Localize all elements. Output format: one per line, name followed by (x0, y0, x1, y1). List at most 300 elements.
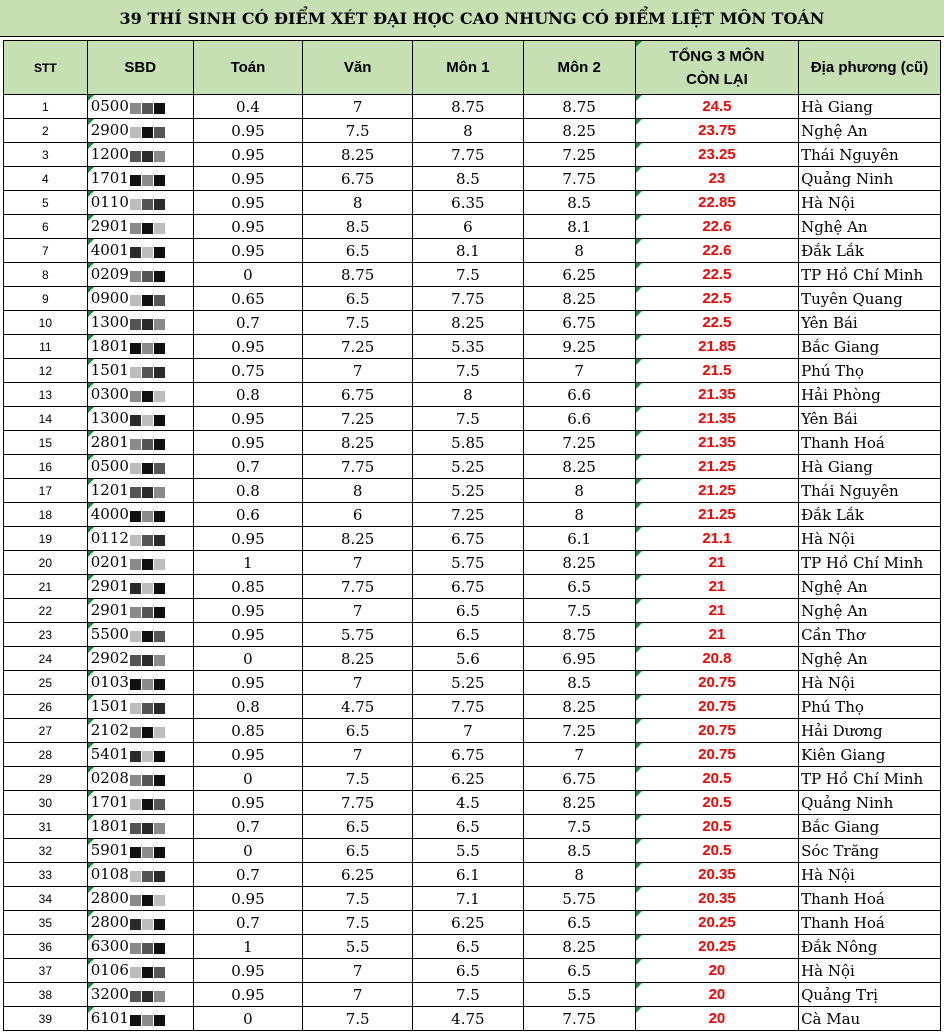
cell-mon2: 7.25 (523, 719, 635, 743)
cell-dia-phuong: Kiên Giang (799, 743, 941, 767)
redaction-block (130, 343, 141, 354)
cell-mon1: 8.1 (413, 239, 523, 263)
cell-mon1: 4.75 (413, 1007, 523, 1031)
cell-stt: 15 (4, 431, 88, 455)
redaction-block (142, 847, 153, 858)
table-row (4, 551, 941, 575)
cell-mon2: 7.75 (523, 1007, 635, 1031)
cell-stt: 28 (4, 743, 88, 767)
redaction-block (142, 871, 153, 882)
cell-toan: 0.95 (193, 143, 302, 167)
cell-sbd (87, 479, 193, 503)
cell-sbd (87, 1007, 193, 1031)
cell-van: 6.5 (303, 719, 413, 743)
cell-tong: 21.85 (635, 335, 798, 359)
cell-stt: 24 (4, 647, 88, 671)
cell-tong: 20.25 (635, 911, 798, 935)
redaction-block (142, 823, 153, 834)
cell-mon1: 5.25 (413, 455, 523, 479)
cell-van: 7 (303, 983, 413, 1007)
redaction-block (130, 871, 141, 882)
cell-mon1: 6.75 (413, 575, 523, 599)
cell-dia-phuong: Sóc Trăng (799, 839, 941, 863)
redacted-digits (130, 98, 166, 116)
redaction-block (154, 775, 165, 786)
redacted-digits (130, 386, 166, 404)
redaction-block (154, 727, 165, 738)
cell-toan: 0.95 (193, 431, 302, 455)
cell-dia-phuong: Hà Nội (799, 671, 941, 695)
table-row (4, 263, 941, 287)
redacted-digits (130, 458, 166, 476)
sbd-prefix: 0103 (90, 673, 129, 691)
sbd-prefix: 0500 (90, 97, 129, 115)
cell-sbd (87, 743, 193, 767)
cell-stt: 2 (4, 119, 88, 143)
cell-sbd (87, 719, 193, 743)
table-row (4, 743, 941, 767)
cell-toan: 0.95 (193, 527, 302, 551)
cell-stt: 39 (4, 1007, 88, 1031)
cell-sbd (87, 695, 193, 719)
cell-van: 6.5 (303, 839, 413, 863)
sbd-prefix: 5901 (90, 841, 129, 859)
cell-tong: 21 (635, 599, 798, 623)
cell-dia-phuong: Hà Nội (799, 863, 941, 887)
cell-toan: 0.95 (193, 215, 302, 239)
cell-mon2: 7.25 (523, 431, 635, 455)
cell-mon2: 7.5 (523, 599, 635, 623)
sbd-prefix: 2901 (90, 217, 129, 235)
table-row (4, 527, 941, 551)
cell-tong: 21.35 (635, 431, 798, 455)
redaction-block (130, 175, 141, 186)
redaction-block (154, 919, 165, 930)
cell-toan: 0.95 (193, 239, 302, 263)
table-row (4, 311, 941, 335)
cell-tong: 21.35 (635, 383, 798, 407)
redacted-digits (130, 338, 166, 356)
sbd-prefix: 0106 (90, 961, 129, 979)
cell-mon1: 8.25 (413, 311, 523, 335)
cell-sbd (87, 983, 193, 1007)
cell-sbd (87, 383, 193, 407)
cell-toan: 0.75 (193, 359, 302, 383)
cell-van: 7.75 (303, 575, 413, 599)
cell-dia-phuong: Thái Nguyên (799, 143, 941, 167)
cell-tong: 20.75 (635, 743, 798, 767)
redaction-block (154, 175, 165, 186)
redacted-digits (130, 482, 166, 500)
redaction-block (130, 703, 141, 714)
redaction-block (142, 799, 153, 810)
cell-dia-phuong: Phú Thọ (799, 359, 941, 383)
header-sbd: SBD (87, 41, 193, 95)
cell-van: 7 (303, 95, 413, 119)
cell-mon2: 6.5 (523, 911, 635, 935)
cell-mon2: 7 (523, 359, 635, 383)
cell-dia-phuong: TP Hồ Chí Minh (799, 263, 941, 287)
cell-toan: 1 (193, 551, 302, 575)
cell-van: 8.5 (303, 215, 413, 239)
cell-toan: 0 (193, 263, 302, 287)
sbd-prefix: 1801 (90, 817, 129, 835)
cell-van: 7 (303, 743, 413, 767)
cell-tong: 21.5 (635, 359, 798, 383)
cell-stt: 19 (4, 527, 88, 551)
table-row (4, 839, 941, 863)
redaction-block (142, 319, 153, 330)
redaction-block (130, 103, 141, 114)
table-row (4, 167, 941, 191)
redaction-block (130, 895, 141, 906)
redacted-digits (130, 962, 166, 980)
cell-sbd (87, 527, 193, 551)
cell-tong: 20.75 (635, 695, 798, 719)
sbd-prefix: 0300 (90, 385, 129, 403)
sbd-prefix: 6300 (90, 937, 129, 955)
redacted-digits (130, 818, 166, 836)
cell-mon1: 6.5 (413, 599, 523, 623)
redaction-block (142, 295, 153, 306)
sbd-prefix: 5500 (90, 625, 129, 643)
cell-mon1: 7.75 (413, 695, 523, 719)
redaction-block (154, 679, 165, 690)
redaction-block (154, 847, 165, 858)
cell-mon2: 6.75 (523, 311, 635, 335)
cell-toan: 0.95 (193, 599, 302, 623)
redaction-block (130, 223, 141, 234)
redaction-block (142, 463, 153, 474)
header-tong-line1: TỔNG 3 MÔN (669, 47, 765, 65)
redaction-block (142, 583, 153, 594)
cell-mon1: 7.5 (413, 359, 523, 383)
header-toan: Toán (193, 41, 302, 95)
cell-mon2: 8.5 (523, 839, 635, 863)
cell-stt: 30 (4, 791, 88, 815)
redaction-block (130, 415, 141, 426)
cell-mon1: 6 (413, 215, 523, 239)
sbd-prefix: 1501 (90, 361, 129, 379)
cell-stt: 38 (4, 983, 88, 1007)
cell-toan: 0.95 (193, 191, 302, 215)
cell-tong: 20 (635, 1007, 798, 1031)
cell-tong: 20.25 (635, 935, 798, 959)
redacted-digits (130, 410, 166, 428)
cell-sbd (87, 791, 193, 815)
redaction-block (154, 967, 165, 978)
cell-van: 8 (303, 479, 413, 503)
cell-dia-phuong: Bắc Giang (799, 815, 941, 839)
cell-van: 4.75 (303, 695, 413, 719)
cell-stt: 6 (4, 215, 88, 239)
sbd-prefix: 0209 (90, 265, 129, 283)
redaction-block (154, 943, 165, 954)
redaction-block (142, 991, 153, 1002)
redaction-block (130, 439, 141, 450)
cell-mon2: 5.75 (523, 887, 635, 911)
cell-mon1: 4.5 (413, 791, 523, 815)
redaction-block (154, 343, 165, 354)
table-row (4, 623, 941, 647)
cell-dia-phuong: Nghệ An (799, 575, 941, 599)
cell-stt: 31 (4, 815, 88, 839)
cell-dia-phuong: Hà Giang (799, 95, 941, 119)
cell-mon2: 8.25 (523, 455, 635, 479)
redaction-block (154, 319, 165, 330)
cell-van: 7 (303, 959, 413, 983)
redacted-digits (130, 746, 166, 764)
cell-tong: 21.25 (635, 479, 798, 503)
cell-mon2: 8.75 (523, 95, 635, 119)
redaction-block (142, 439, 153, 450)
cell-mon1: 7.25 (413, 503, 523, 527)
cell-dia-phuong: Hải Phòng (799, 383, 941, 407)
cell-stt: 21 (4, 575, 88, 599)
redaction-block (142, 607, 153, 618)
sbd-prefix: 2902 (90, 649, 129, 667)
cell-stt: 14 (4, 407, 88, 431)
cell-dia-phuong: Hà Nội (799, 191, 941, 215)
redaction-block (154, 511, 165, 522)
cell-dia-phuong: Nghệ An (799, 599, 941, 623)
cell-mon2: 6.6 (523, 383, 635, 407)
cell-dia-phuong: Thanh Hoá (799, 911, 941, 935)
redacted-digits (130, 242, 166, 260)
cell-tong: 22.85 (635, 191, 798, 215)
cell-stt: 29 (4, 767, 88, 791)
cell-mon1: 5.25 (413, 671, 523, 695)
cell-stt: 25 (4, 671, 88, 695)
table-row (4, 695, 941, 719)
cell-dia-phuong: Tuyên Quang (799, 287, 941, 311)
cell-tong: 20.35 (635, 863, 798, 887)
cell-sbd (87, 335, 193, 359)
cell-sbd (87, 239, 193, 263)
redacted-digits (130, 266, 166, 284)
cell-stt: 8 (4, 263, 88, 287)
cell-tong: 21 (635, 551, 798, 575)
cell-mon1: 8 (413, 383, 523, 407)
redaction-block (130, 319, 141, 330)
redaction-block (154, 991, 165, 1002)
cell-sbd (87, 167, 193, 191)
cell-tong: 20.5 (635, 791, 798, 815)
sbd-prefix: 1200 (90, 145, 129, 163)
redaction-block (154, 751, 165, 762)
cell-dia-phuong: TP Hồ Chí Minh (799, 551, 941, 575)
cell-van: 7 (303, 359, 413, 383)
cell-sbd (87, 407, 193, 431)
cell-sbd (87, 887, 193, 911)
table-row (4, 1007, 941, 1031)
sbd-prefix: 5401 (90, 745, 129, 763)
cell-toan: 0.95 (193, 623, 302, 647)
cell-dia-phuong: Yên Bái (799, 311, 941, 335)
redaction-block (130, 823, 141, 834)
cell-tong: 22.5 (635, 287, 798, 311)
redaction-block (130, 127, 141, 138)
redaction-block (130, 295, 141, 306)
cell-sbd (87, 599, 193, 623)
cell-mon2: 8.25 (523, 551, 635, 575)
cell-van: 8.25 (303, 527, 413, 551)
cell-toan: 0.95 (193, 983, 302, 1007)
cell-stt: 1 (4, 95, 88, 119)
redaction-block (130, 583, 141, 594)
cell-stt: 27 (4, 719, 88, 743)
sbd-prefix: 1300 (90, 313, 129, 331)
cell-tong: 21.25 (635, 455, 798, 479)
cell-toan: 0 (193, 767, 302, 791)
redaction-block (130, 679, 141, 690)
redacted-digits (130, 290, 166, 308)
redacted-digits (130, 986, 166, 1004)
redaction-block (154, 823, 165, 834)
cell-mon1: 6.25 (413, 911, 523, 935)
cell-mon1: 5.85 (413, 431, 523, 455)
redaction-block (130, 991, 141, 1002)
sbd-prefix: 0900 (90, 289, 129, 307)
redacted-digits (130, 626, 166, 644)
cell-toan: 0.85 (193, 719, 302, 743)
cell-mon1: 7.1 (413, 887, 523, 911)
cell-van: 6.75 (303, 167, 413, 191)
cell-mon2: 9.25 (523, 335, 635, 359)
redaction-block (154, 487, 165, 498)
redacted-digits (130, 1010, 166, 1028)
redaction-block (154, 535, 165, 546)
cell-sbd (87, 95, 193, 119)
redaction-block (142, 655, 153, 666)
cell-toan: 0.95 (193, 335, 302, 359)
cell-tong: 20.5 (635, 839, 798, 863)
cell-sbd (87, 815, 193, 839)
cell-stt: 35 (4, 911, 88, 935)
cell-stt: 34 (4, 887, 88, 911)
cell-mon1: 5.35 (413, 335, 523, 359)
cell-van: 6.25 (303, 863, 413, 887)
cell-van: 7.5 (303, 767, 413, 791)
redaction-block (142, 175, 153, 186)
cell-tong: 20.5 (635, 767, 798, 791)
cell-tong: 21.25 (635, 503, 798, 527)
page-title: 39 THÍ SINH CÓ ĐIỂM XÉT ĐẠI HỌC CAO NHƯNG CÓ ĐIỂM LIỆT MÔN TOÁN (0, 0, 944, 37)
redaction-block (142, 511, 153, 522)
table-row (4, 359, 941, 383)
cell-mon1: 7.5 (413, 983, 523, 1007)
cell-sbd (87, 671, 193, 695)
header-mon2: Môn 2 (523, 41, 635, 95)
cell-dia-phuong: Quảng Ninh (799, 167, 941, 191)
cell-mon1: 8.5 (413, 167, 523, 191)
cell-sbd (87, 959, 193, 983)
cell-stt: 33 (4, 863, 88, 887)
cell-toan: 0.95 (193, 887, 302, 911)
cell-toan: 0.7 (193, 863, 302, 887)
cell-stt: 12 (4, 359, 88, 383)
redaction-block (142, 631, 153, 642)
cell-toan: 0.8 (193, 479, 302, 503)
cell-sbd (87, 287, 193, 311)
sbd-prefix: 0112 (90, 529, 129, 547)
table-row (4, 887, 941, 911)
table-row (4, 455, 941, 479)
cell-stt: 5 (4, 191, 88, 215)
redaction-block (154, 295, 165, 306)
sbd-prefix: 0108 (90, 865, 129, 883)
table-row (4, 143, 941, 167)
sbd-prefix: 1801 (90, 337, 129, 355)
cell-sbd (87, 359, 193, 383)
cell-mon1: 7.75 (413, 287, 523, 311)
cell-mon2: 8.75 (523, 623, 635, 647)
table-row (4, 791, 941, 815)
redacted-digits (130, 122, 166, 140)
cell-stt: 13 (4, 383, 88, 407)
cell-dia-phuong: Cần Thơ (799, 623, 941, 647)
sbd-prefix: 0201 (90, 553, 129, 571)
redaction-block (154, 247, 165, 258)
redaction-block (154, 895, 165, 906)
redaction-block (154, 559, 165, 570)
redacted-digits (130, 530, 166, 548)
cell-mon2: 8.5 (523, 671, 635, 695)
cell-toan: 0.95 (193, 119, 302, 143)
redaction-block (142, 535, 153, 546)
table-row (4, 215, 941, 239)
cell-sbd (87, 863, 193, 887)
cell-mon1: 6.75 (413, 527, 523, 551)
cell-tong: 24.5 (635, 95, 798, 119)
redaction-block (142, 103, 153, 114)
cell-stt: 37 (4, 959, 88, 983)
cell-mon2: 6.5 (523, 575, 635, 599)
cell-tong: 21 (635, 623, 798, 647)
cell-toan: 0.85 (193, 575, 302, 599)
sbd-prefix: 4000 (90, 505, 129, 523)
redaction-block (130, 607, 141, 618)
cell-mon2: 6.25 (523, 263, 635, 287)
redaction-block (154, 607, 165, 618)
cell-sbd (87, 143, 193, 167)
cell-dia-phuong: Hà Nội (799, 527, 941, 551)
cell-sbd (87, 455, 193, 479)
cell-mon2: 7 (523, 743, 635, 767)
table-row (4, 239, 941, 263)
cell-mon2: 8.1 (523, 215, 635, 239)
cell-van: 8.25 (303, 647, 413, 671)
cell-tong: 21 (635, 575, 798, 599)
redaction-block (130, 631, 141, 642)
cell-sbd (87, 503, 193, 527)
cell-mon2: 6.75 (523, 767, 635, 791)
cell-tong: 21.35 (635, 407, 798, 431)
redaction-block (130, 199, 141, 210)
cell-tong: 23 (635, 167, 798, 191)
cell-toan: 0.65 (193, 287, 302, 311)
redaction-block (142, 127, 153, 138)
sbd-prefix: 2801 (90, 433, 129, 451)
sbd-prefix: 0110 (90, 193, 129, 211)
redacted-digits (130, 698, 166, 716)
cell-tong: 22.6 (635, 239, 798, 263)
header-stt: STT (4, 41, 88, 95)
redacted-digits (130, 794, 166, 812)
cell-van: 7.5 (303, 311, 413, 335)
header-dia-phuong: Địa phương (cũ) (799, 41, 941, 95)
table-body (4, 95, 941, 1031)
